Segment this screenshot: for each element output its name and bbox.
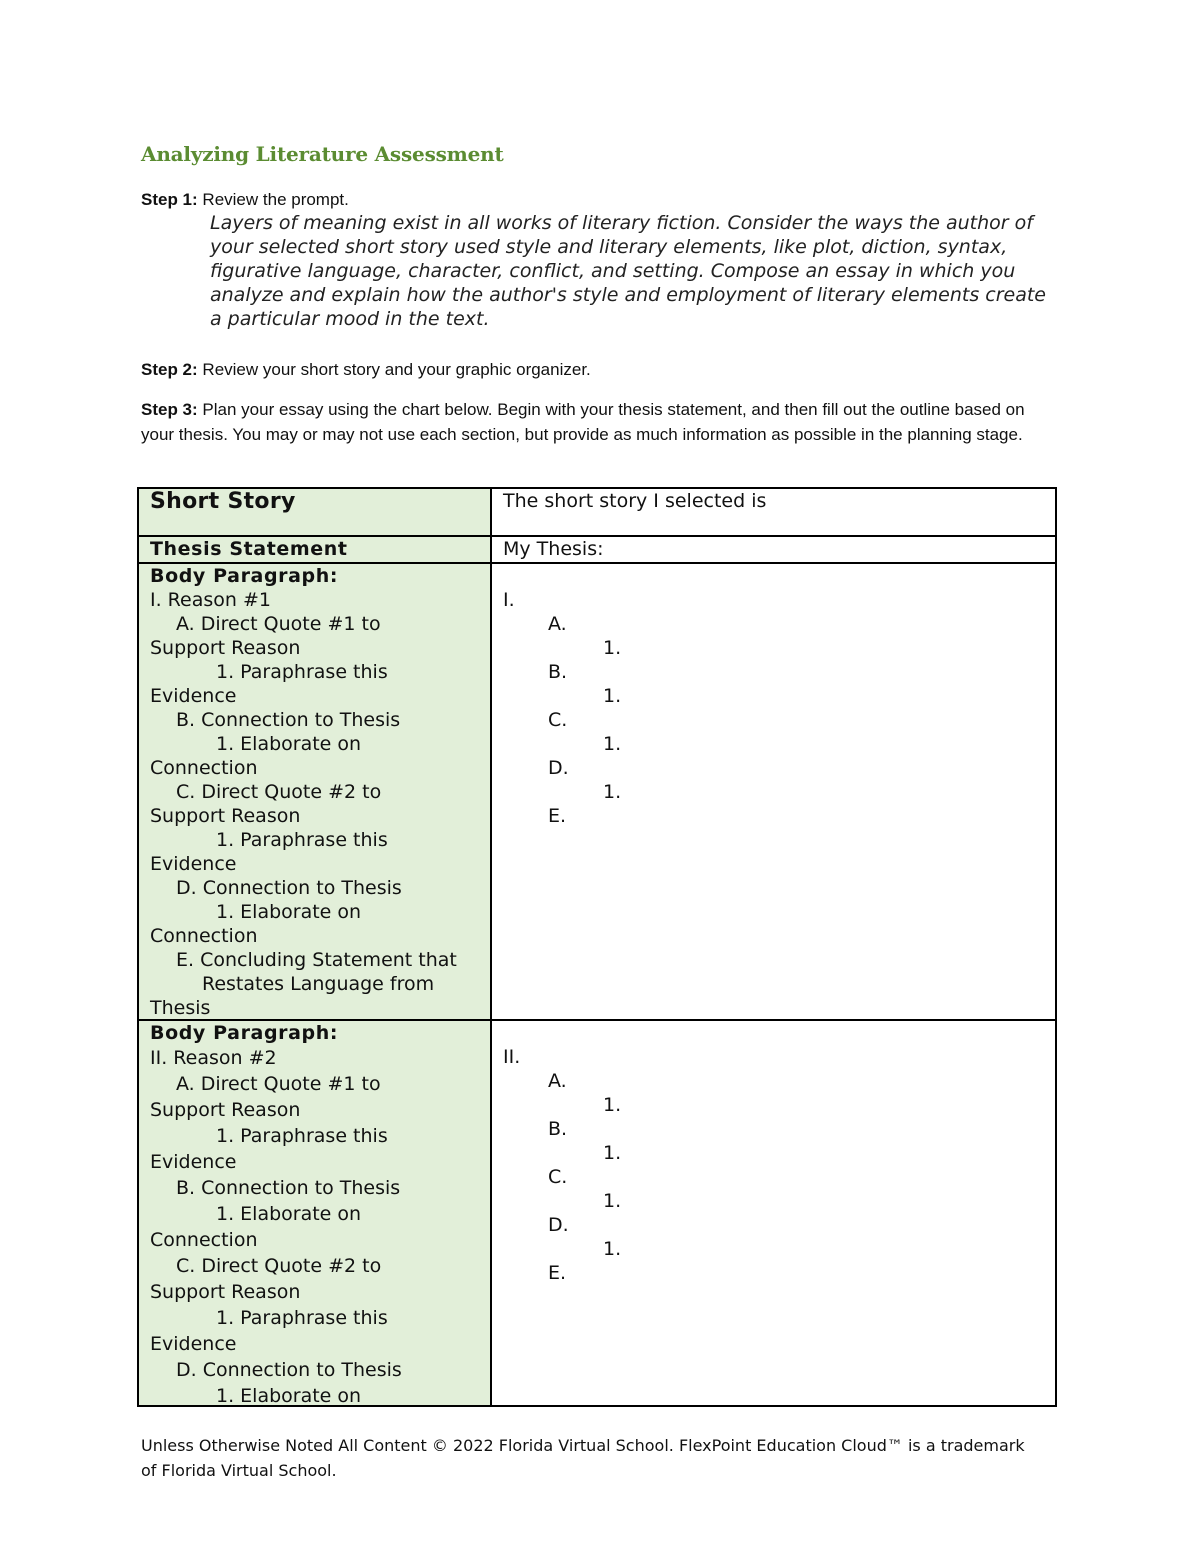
guide-line: D. Connection to Thesis [176, 877, 402, 899]
guide-line: B. Connection to Thesis [176, 709, 401, 731]
short-story-value: The short story I selected is [503, 490, 767, 512]
outline-entry: B. [548, 661, 568, 683]
guide-line: 1. Elaborate on [216, 1385, 362, 1407]
step-1-text: Review the prompt. [202, 190, 349, 209]
short-story-label: Short Story [150, 489, 296, 514]
body-paragraph-1-outline-cell[interactable] [490, 562, 1057, 1021]
guide-line: 1. Paraphrase this [216, 1307, 388, 1329]
essay-prompt: Layers of meaning exist in all works of literary fiction. Consider the ways the author of your selected short story used style and literary elements, like plot, diction, syntax, figurative language, character, conflict, and setting. Compose an essay in which you analyze and explain how the author's style and employment of literary elements create a particular mood in the text. [210, 212, 1046, 330]
outline-entry: 1. [603, 685, 622, 707]
guide-line: B. Connection to Thesis [176, 1177, 401, 1199]
guide-line: Support Reason [150, 1099, 301, 1121]
outline-entry: C. [548, 709, 568, 731]
outline-entry: 1. [603, 733, 622, 755]
thesis-label: Thesis Statement [150, 538, 348, 560]
thesis-value: My Thesis: [503, 538, 604, 560]
step-2 [141, 357, 591, 382]
body-paragraph-2-outline-cell[interactable] [490, 1019, 1057, 1407]
body-paragraph-1-heading: Body Paragraph: [150, 565, 339, 587]
outline-entry: E. [548, 1262, 567, 1284]
guide-line: II. Reason #2 [150, 1047, 277, 1069]
body-paragraph-2-heading: Body Paragraph: [150, 1022, 339, 1044]
guide-line: Restates Language from [202, 973, 435, 995]
step-1-label: Step 1: [141, 190, 198, 209]
guide-line: Support Reason [150, 637, 301, 659]
body-paragraph-1-guide-cell [137, 562, 492, 1021]
outline-entry: D. [548, 1214, 569, 1236]
guide-line: A. Direct Quote #1 to [176, 1073, 381, 1095]
outline-entry: A. [548, 1070, 567, 1092]
document-title: Analyzing Literature Assessment [141, 142, 504, 166]
outline-entry: I. [503, 589, 515, 611]
guide-line: E. Concluding Statement that [176, 949, 457, 971]
guide-line: 1. Paraphrase this [216, 1125, 388, 1147]
guide-line: Evidence [150, 1151, 237, 1173]
short-story-label-cell [137, 487, 492, 537]
outline-entry: 1. [603, 1142, 622, 1164]
guide-line: Connection [150, 757, 258, 779]
outline-entry: II. [503, 1046, 521, 1068]
short-story-value-cell[interactable] [490, 487, 1057, 537]
guide-line: A. Direct Quote #1 to [176, 613, 381, 635]
outline-entry: E. [548, 805, 567, 827]
guide-line: Evidence [150, 685, 237, 707]
guide-line: Support Reason [150, 805, 301, 827]
outline-entry: 1. [603, 1094, 622, 1116]
outline-entry: 1. [603, 1190, 622, 1212]
guide-line: D. Connection to Thesis [176, 1359, 402, 1381]
outline-entry: 1. [603, 781, 622, 803]
guide-line: Evidence [150, 853, 237, 875]
guide-line: Thesis [150, 997, 211, 1019]
guide-line: 1. Paraphrase this [216, 829, 388, 851]
guide-line: Support Reason [150, 1281, 301, 1303]
copyright-footer: Unless Otherwise Noted All Content © 2022 Florida Virtual School. FlexPoint Education Cloud™ is a trademark of Florida Virtual School. [141, 1436, 1025, 1480]
step-1 [141, 187, 349, 212]
guide-line: I. Reason #1 [150, 589, 271, 611]
guide-line: Evidence [150, 1333, 237, 1355]
essay-planning-table [137, 487, 1057, 1407]
guide-line: Connection [150, 925, 258, 947]
guide-line: 1. Elaborate on [216, 1203, 362, 1225]
guide-line: Connection [150, 1229, 258, 1251]
step-3-label: Step 3: [141, 400, 198, 419]
body-paragraph-2-guide-cell [137, 1019, 492, 1407]
outline-entry: 1. [603, 1238, 622, 1260]
outline-entry: C. [548, 1166, 568, 1188]
guide-line: C. Direct Quote #2 to [176, 781, 382, 803]
step-2-label: Step 2: [141, 360, 198, 379]
outline-entry: B. [548, 1118, 568, 1140]
outline-entry: 1. [603, 637, 622, 659]
guide-line: 1. Paraphrase this [216, 661, 388, 683]
guide-line: 1. Elaborate on [216, 733, 362, 755]
outline-entry: A. [548, 613, 567, 635]
guide-line: C. Direct Quote #2 to [176, 1255, 382, 1277]
thesis-label-cell [137, 535, 492, 564]
guide-line: 1. Elaborate on [216, 901, 362, 923]
outline-entry: D. [548, 757, 569, 779]
step-3 [141, 397, 1061, 447]
thesis-value-cell[interactable] [490, 535, 1057, 564]
step-3-text: Plan your essay using the chart below. Begin with your thesis statement, and then fill out the outline based on your thesis. You may or may not use each section, but provide as much information as possible in the planning stage. [141, 400, 1025, 444]
step-2-text: Review your short story and your graphic organizer. [202, 360, 591, 379]
